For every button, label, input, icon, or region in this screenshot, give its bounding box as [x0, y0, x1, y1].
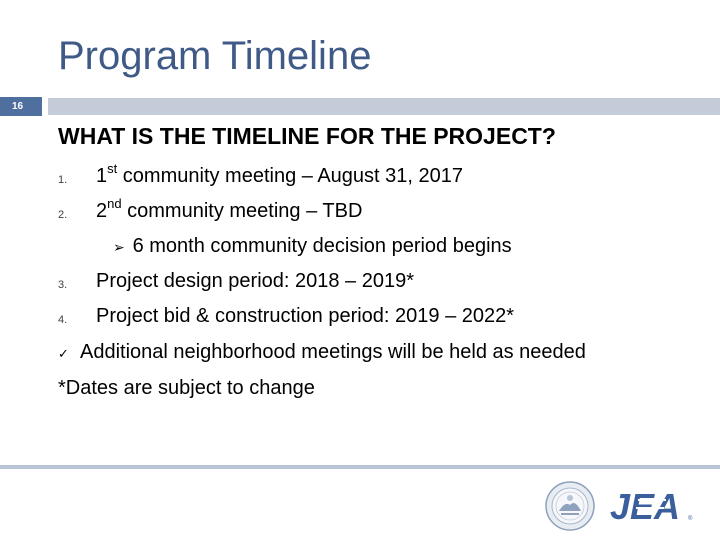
item-ordinal: 1 — [96, 165, 108, 187]
slide-heading: WHAT IS THE TIMELINE FOR THE PROJECT? — [58, 123, 556, 149]
sub-item-text: 6 month community decision period begins — [132, 235, 512, 257]
jea-logo-icon — [608, 486, 698, 526]
slide-number-bar — [0, 97, 720, 116]
list-marker: 3. — [58, 279, 68, 291]
list-item — [96, 196, 363, 223]
item-ordinal-suffix: st — [107, 161, 118, 177]
logo-text: JEA — [610, 486, 681, 526]
check-list-item: Additional neighborhood meetings will be held as needed — [80, 341, 586, 363]
slide-number: 16 — [0, 97, 42, 116]
list-marker: 2. — [58, 209, 68, 221]
footnote: *Dates are subject to change — [58, 377, 315, 399]
city-seal-icon — [545, 481, 595, 531]
item-ordinal: 2 — [96, 200, 108, 222]
list-marker: 4. — [58, 314, 68, 326]
list-item: Project design period: 2018 – 2019* — [96, 270, 415, 292]
footer-divider — [0, 465, 720, 469]
list-marker: 1. — [58, 174, 68, 186]
item-text: community meeting – August 31, 2017 — [117, 165, 464, 187]
svg-text:®: ® — [688, 516, 693, 522]
checkmark-icon: ✓ — [58, 346, 69, 361]
arrow-right-icon: ➢ — [113, 239, 125, 255]
item-ordinal-suffix: nd — [107, 196, 122, 212]
list-item: Project bid & construction period: 2019 – 2022* — [96, 305, 515, 327]
item-text: community meeting – TBD — [121, 200, 363, 222]
title-divider — [48, 98, 720, 115]
sub-list-item — [113, 235, 512, 258]
slide-title: Program Timeline — [58, 34, 372, 78]
list-item — [96, 161, 464, 188]
